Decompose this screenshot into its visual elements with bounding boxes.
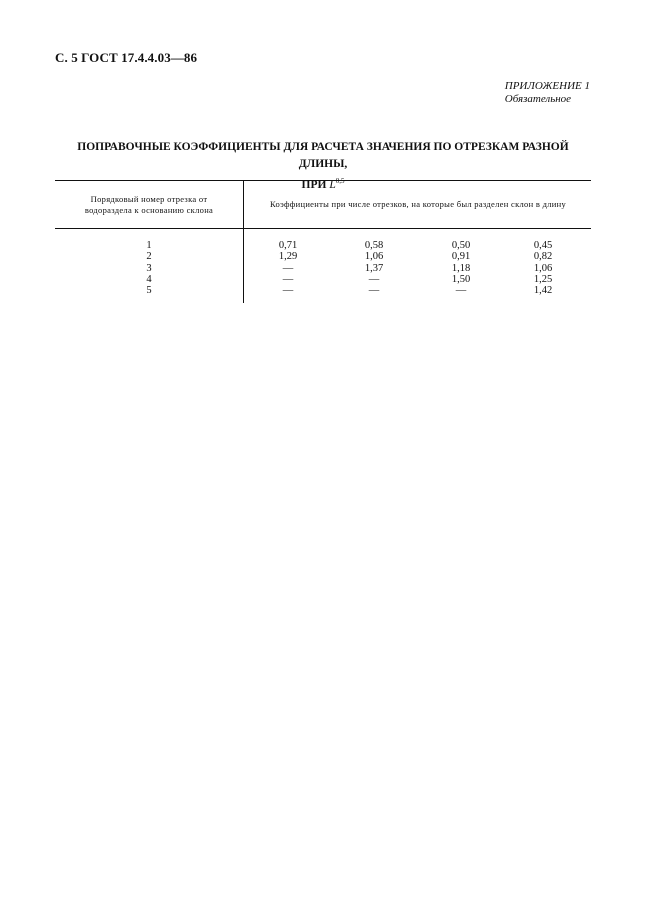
segment-number-cell: 1 (146, 240, 152, 251)
coefficient-cell: 0,91 (451, 251, 471, 263)
coefficient-cell: 0,82 (533, 251, 553, 263)
coefficient-cell: 0,58 (364, 240, 384, 251)
column-header-segment-number (55, 194, 243, 216)
coefficient-cell: — (282, 285, 294, 297)
coefficient-cell: 1,18 (451, 262, 471, 274)
table-row (55, 274, 591, 285)
coefficient-cell: — (368, 285, 380, 297)
table-row (55, 240, 591, 251)
coefficients-table (55, 180, 591, 303)
column-header-segment-number-line-2: водораздела к основанию склона (84, 205, 214, 215)
table-row (55, 251, 591, 262)
coefficient-cell: 0,71 (278, 240, 298, 251)
coefficient-cell: — (282, 262, 294, 274)
segment-number-cell: 4 (146, 273, 152, 285)
segment-number-cell: 3 (146, 262, 152, 274)
coefficient-cell: 0,50 (451, 240, 471, 251)
table-header-rule (55, 228, 591, 229)
coefficient-cell: — (282, 273, 294, 285)
table-top-rule (55, 180, 591, 181)
table-body (55, 240, 591, 296)
title-exponent: 0,5 (335, 177, 345, 185)
table-row (55, 263, 591, 274)
appendix-status: Обязательное (504, 93, 572, 105)
segment-number-cell: 2 (146, 251, 152, 263)
coefficient-cell: — (455, 285, 467, 297)
column-header-segment-number-line-1: Порядковый номер отрезка от (90, 194, 208, 204)
coefficient-cell: 1,06 (364, 251, 384, 263)
title-variable: L (329, 179, 336, 191)
coefficient-cell: 0,45 (533, 240, 553, 251)
coefficient-cell: 1,50 (451, 273, 471, 285)
title-line-2-prefix: ПРИ (301, 179, 327, 191)
page-header: С. 5 ГОСТ 17.4.4.03—86 (55, 50, 198, 65)
coefficient-cell: 1,06 (533, 262, 553, 274)
appendix-block (505, 80, 590, 106)
segment-number-cell: 5 (146, 285, 152, 297)
coefficient-cell: — (368, 273, 380, 285)
appendix-label: ПРИЛОЖЕНИЕ 1 (504, 80, 590, 92)
title-line-1: ПОПРАВОЧНЫЕ КОЭФФИЦИЕНТЫ ДЛЯ РАСЧЕТА ЗНАЧЕНИЯ ПО ОТРЕЗКАМ РАЗНОЙ ДЛИНЫ, (77, 141, 569, 170)
coefficient-cell: 1,29 (278, 251, 298, 263)
coefficient-cell: 1,25 (533, 273, 553, 285)
coefficient-cell: 1,37 (364, 262, 384, 274)
table-row (55, 285, 591, 296)
coefficient-cell: 1,42 (533, 285, 553, 297)
column-header-coefficients: Коэффициенты при числе отрезков, на которые был разделен склон в длину (269, 199, 567, 209)
